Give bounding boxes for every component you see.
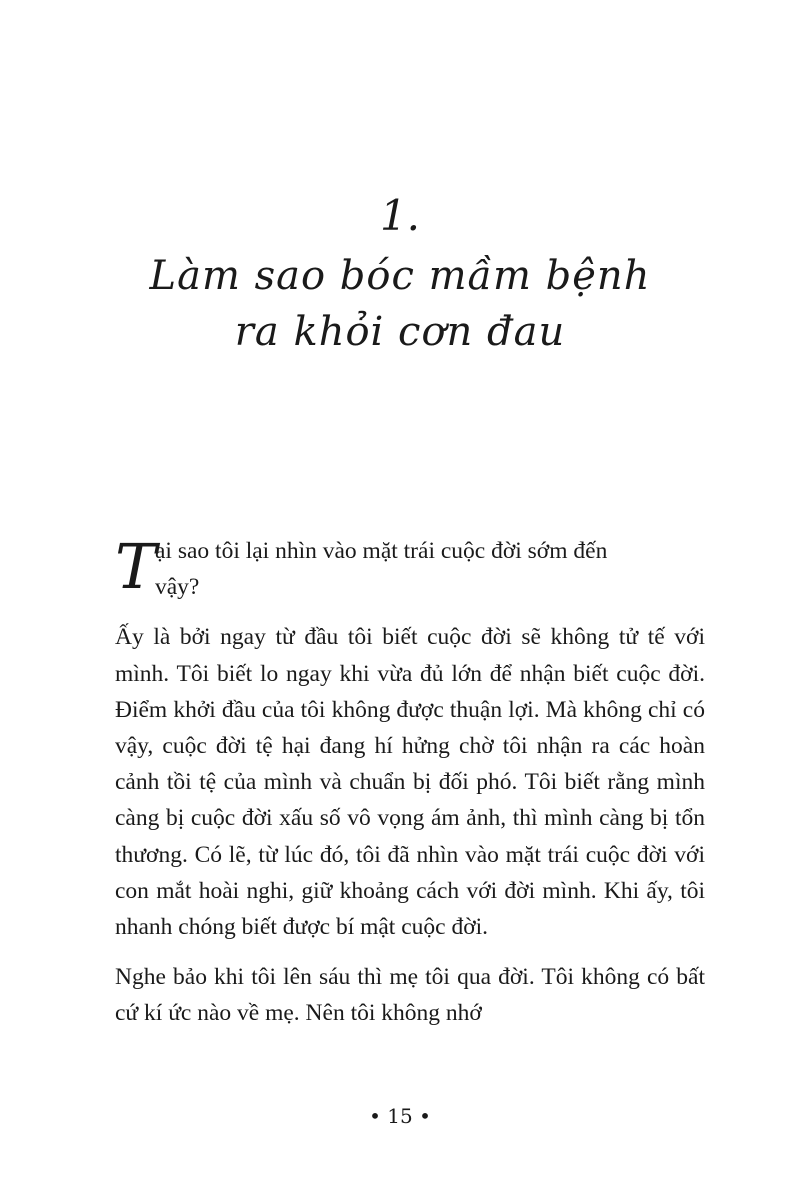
paragraph-1-line-2: vậy? bbox=[155, 574, 200, 601]
chapter-title-line-2: ra khỏi cơn đau bbox=[234, 309, 566, 355]
paragraph-1 bbox=[115, 530, 705, 605]
paragraph-1-line-1: ại sao tôi lại nhìn vào mặt trái cuộc đời sớm đến bbox=[155, 538, 608, 564]
chapter-number: 1. bbox=[379, 191, 421, 240]
drop-cap: T bbox=[115, 530, 157, 603]
chapter-title bbox=[0, 248, 800, 360]
page-number: • 15 • bbox=[369, 1104, 431, 1128]
chapter-title-line-1: Làm sao bóc mầm bệnh bbox=[149, 253, 651, 299]
paragraph-2: Ấy là bởi ngay từ đầu tôi biết cuộc đời sẽ không tử tế với mình. Tôi biết lo ngay khi vừa đủ lớn để nhận biết cuộc đời. Điểm khởi đầu của tôi không được thuận lợi. Mà không chỉ có vậy, cuộc đời tệ hại đang hí hửng chờ tôi nhận ra các hoàn cảnh tồi tệ của mình và chuẩn bị đối phó. Tôi biết rằng mình càng bị cuộc đời xấu số vô vọng ám ảnh, thì mình càng bị tổn thương. Có lẽ, từ lúc đó, tôi đã nhìn vào mặt trái cuộc đời với con mắt hoài nghi, giữ khoảng cách với đời mình. Khi ấy, tôi nhanh chóng biết được bí mật cuộc đời. bbox=[115, 624, 705, 941]
paragraph-3: Nghe bảo khi tôi lên sáu thì mẹ tôi qua đời. Tôi không có bất cứ kí ức nào về mẹ. Nên tôi không nhớ bbox=[115, 964, 705, 1027]
body-text bbox=[115, 530, 705, 1046]
